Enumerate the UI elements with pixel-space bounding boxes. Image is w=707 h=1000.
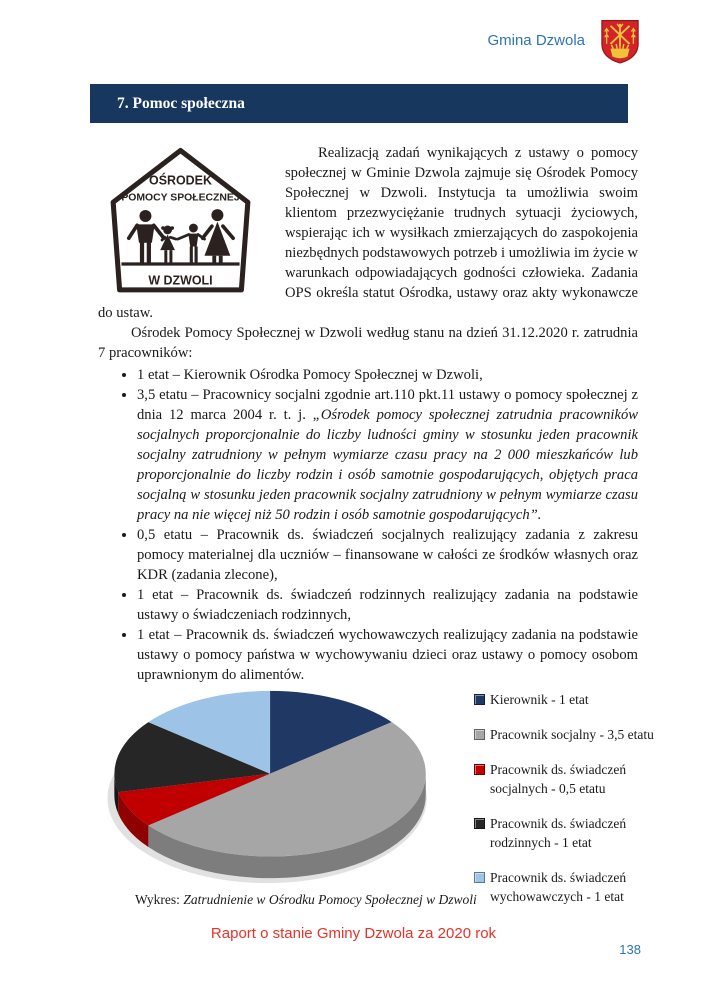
house-outline-icon bbox=[113, 151, 248, 290]
page-header bbox=[487, 18, 641, 66]
staffing-paragraph: Ośrodek Pomocy Społecznej w Dzwoli według stanu na dzień 31.12.2020 r. zatrudnia 7 pracowników: bbox=[98, 325, 638, 361]
family-silhouette-icon bbox=[129, 209, 233, 263]
legend-marker bbox=[474, 694, 485, 705]
intro-paragraph-text: Realizacją zadań wynikających z ustawy o pomocy społecznej w Gminie Dzwola zajmuje się Ośrodek Pomocy Społecznej w Dzwoli. Instytucja ta umożliwia swoim klientom przezwyciężanie trudnych sytuacji życiowych, wspierając ich w wysiłkach zmierzających do zaspokojenia niezbędnych podstawowych potrzeb i umożliwia im życie w warunkach odpowiadających godności człowieka. Zadania OPS określa statut Ośrodka, ustawy oraz akty wykonawcze do ustaw. bbox=[98, 145, 638, 321]
legend-item bbox=[474, 868, 676, 906]
coat-of-arms-icon bbox=[599, 18, 641, 66]
section-title: 7. Pomoc społeczna bbox=[117, 94, 245, 112]
legend-item bbox=[474, 760, 676, 798]
ops-logo-line1: OŚRODEK bbox=[149, 173, 212, 188]
legend-marker bbox=[474, 872, 485, 883]
bullet-text: 1 etat – Kierownik Ośrodka Pomocy Społecznej w Dzwoli, bbox=[137, 367, 483, 383]
bullet-item bbox=[137, 525, 638, 585]
legend-marker bbox=[474, 818, 485, 829]
legend-item bbox=[474, 725, 676, 744]
ops-logo-line3: W DZWOLI bbox=[148, 273, 213, 288]
employment-pie-chart bbox=[106, 686, 676, 906]
legend-label: Pracownik socjalny - 3,5 etatu bbox=[490, 727, 654, 742]
page-number: 138 bbox=[619, 942, 641, 957]
caption-title: Zatrudnienie w Ośrodku Pomocy Społecznej w Dzwoli bbox=[183, 892, 477, 907]
header-site-name: Gmina Dzwola bbox=[487, 31, 585, 49]
legend-item bbox=[474, 690, 676, 709]
legend-marker bbox=[474, 729, 485, 740]
ops-logo-image bbox=[103, 145, 258, 300]
legend-label: Kierownik - 1 etat bbox=[490, 692, 589, 707]
bullet-text: 1 etat – Pracownik ds. świadczeń wychowawczych realizujący zadania na podstawie ustawy o pomocy państwa w wychowywaniu dzieci oraz ustawy o pomocy osobom uprawnionym do alimentów. bbox=[137, 627, 638, 683]
bullet-text: 3,5 etatu – Pracownicy socjalni zgodnie art.110 pkt.11 ustawy o pomocy społecznej z dnia 12 marca 2004 r. t. j. bbox=[137, 387, 638, 423]
bullet-quote-text: „Ośrodek pomocy społecznej zatrudnia pracowników socjalnych proporcjonalnie do liczby ludności gminy w stosunku jeden pracownik socjalny zatrudniony w pełnym wymiarze czasu pracy na 2 000 mieszkańców lub proporcjonalnie do liczby rodzin i osób samotnie gospodarujących, objętych praca socjalną w stosunku jeden pracownik socjalny zatrudniony w pełnym wymiarze czasu pracy na nie więcej niż 50 rodzin i osób samotnie gospodarujących”. bbox=[137, 407, 638, 523]
bullet-text: 0,5 etatu – Pracownik ds. świadczeń socjalnych realizujący zadania z zakresu pomocy materialnej dla uczniów – finansowane w całości ze środków własnych oraz KDR (zadania zlecone), bbox=[137, 527, 638, 583]
report-footer: Raport o stanie Gminy Dzwola za 2020 rok bbox=[210, 925, 497, 942]
legend-item bbox=[474, 814, 676, 852]
bullet-item bbox=[137, 625, 638, 685]
bullet-item bbox=[137, 365, 638, 385]
legend-label: Pracownik ds. świadczeń rodzinnych - 1 etat bbox=[490, 816, 627, 850]
bullet-text: 1 etat – Pracownik ds. świadczeń rodzinnych realizujący zadania na podstawie ustawy o świadczeniach rodzinnych, bbox=[137, 587, 638, 623]
chart-caption bbox=[135, 892, 477, 908]
legend-label: Pracownik ds. świadczeń wychowawczych - 1 etat bbox=[490, 870, 627, 904]
caption-prefix: Wykres: bbox=[135, 892, 184, 907]
bullet-item bbox=[137, 585, 638, 625]
body-content bbox=[98, 143, 638, 685]
chart-legend bbox=[474, 690, 676, 906]
ops-logo-line2: POMOCY SPOŁECZNEJ bbox=[121, 192, 240, 204]
legend-marker bbox=[474, 764, 485, 775]
pie-chart-image bbox=[106, 686, 442, 888]
section-title-bar bbox=[90, 84, 628, 123]
bullet-item bbox=[137, 385, 638, 525]
staff-bullet-list bbox=[98, 365, 638, 685]
legend-label: Pracownik ds. świadczeń socjalnych - 0,5 etatu bbox=[490, 762, 627, 796]
